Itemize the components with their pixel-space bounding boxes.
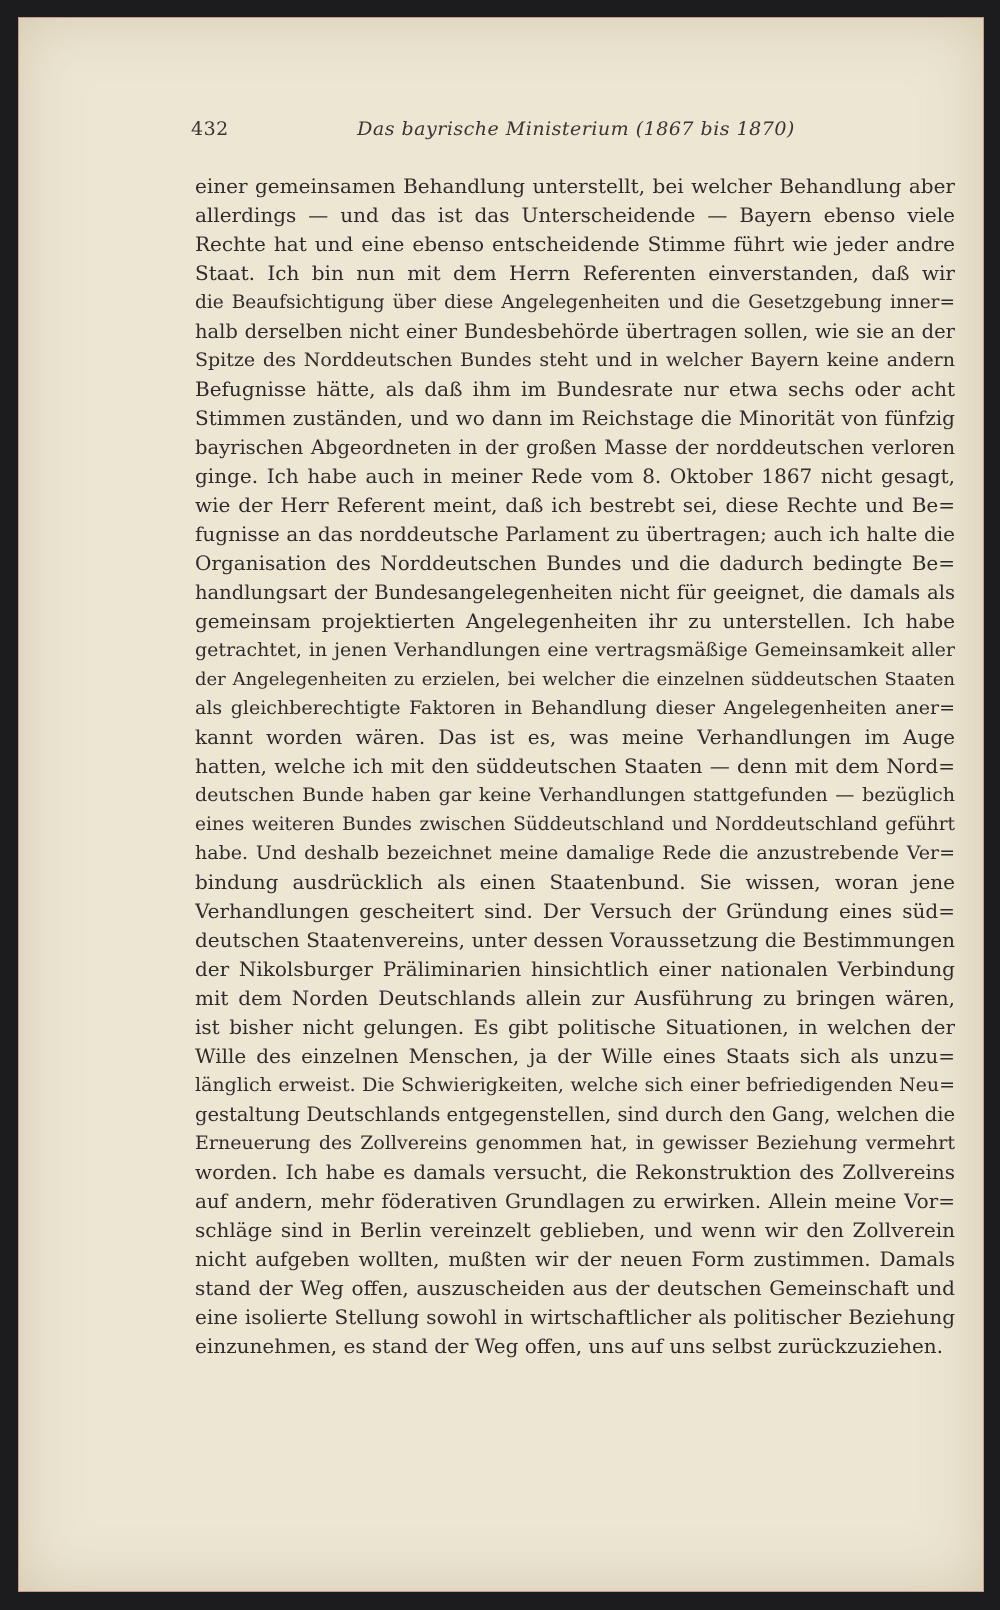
text-line: nicht aufgeben wollten, mußten wir der neuen Form zustimmen. Damals — [195, 1247, 955, 1271]
text-line: die Beaufsichtigung über diese Angelegenheiten und die Gesetzgebung inner= — [195, 292, 955, 313]
book-page — [18, 17, 984, 1592]
text-line: wie der Herr Referent meint, daß ich bestrebt sei, diese Rechte und Be= — [195, 493, 955, 517]
text-line: halb derselben nicht einer Bundesbehörde übertragen sollen, wie sie an der — [195, 320, 955, 343]
text-line: eines weiteren Bundes zwischen Süddeutschland und Norddeutschland geführt — [195, 814, 955, 835]
text-line: deutschen Bunde haben gar keine Verhandlungen stattgefunden — bezüglich — [195, 784, 955, 806]
text-line: einer gemeinsamen Behandlung unterstellt, bei welcher Behandlung aber — [195, 174, 955, 198]
text-line: Erneuerung des Zollvereins genommen hat, in gewisser Beziehung vermehrt — [195, 1132, 955, 1154]
text-line: gemeinsam projektierten Angelegenheiten ihr zu unterstellen. Ich habe — [195, 609, 955, 633]
text-line: Spitze des Norddeutschen Bundes steht und in welcher Bayern keine andern — [195, 349, 955, 371]
text-line: deutschen Staatenvereins, unter dessen Voraussetzung die Bestimmungen — [195, 928, 955, 952]
text-line: fugnisse an das norddeutsche Parlament zu übertragen; auch ich halte die — [195, 522, 955, 546]
text-line: habe. Und deshalb bezeichnet meine damalige Rede die anzustrebende Ver= — [195, 842, 955, 864]
text-line: kannt worden wären. Das ist es, was meine Verhandlungen im Auge — [195, 725, 955, 749]
text-line: Staat. Ich bin nun mit dem Herrn Referenten einverstanden, daß wir — [195, 261, 955, 285]
text-line: einzunehmen, es stand der Weg offen, uns auf uns selbst zurückzuziehen. — [195, 1334, 944, 1358]
text-line: der Angelegenheiten zu erzielen, bei welcher die einzelnen süddeutschen Staaten — [195, 669, 955, 690]
body-text — [195, 172, 955, 1361]
text-line: Wille des einzelnen Menschen, ja der Wille eines Staats sich als unzu= — [195, 1044, 955, 1068]
text-line: stand der Weg offen, auszuscheiden aus der deutschen Gemeinschaft und — [195, 1276, 955, 1300]
text-line: schläge sind in Berlin vereinzelt geblieben, und wenn wir den Zollverein — [195, 1218, 955, 1242]
text-line: Organisation des Norddeutschen Bundes und die dadurch bedingte Be= — [195, 551, 955, 575]
page-number: 432 — [191, 118, 229, 140]
text-line: allerdings — und das ist das Unterscheidende — Bayern ebenso viele — [195, 203, 955, 227]
text-line: hatten, welche ich mit den süddeutschen Staaten — denn mit dem Nord= — [195, 754, 955, 778]
text-line: als gleichberechtigte Faktoren in Behandlung dieser Angelegenheiten aner= — [195, 697, 955, 719]
text-line: Verhandlungen gescheitert sind. Der Versuch der Gründung eines süd= — [195, 899, 955, 923]
text-line: mit dem Norden Deutschlands allein zur Ausführung zu bringen wären, — [195, 986, 955, 1010]
text-line: der Nikolsburger Präliminarien hinsichtlich einer nationalen Verbindung — [195, 957, 955, 981]
text-line: Stimmen zuständen, und wo dann im Reichstage die Minorität von fünfzig — [195, 406, 955, 430]
text-line: bayrischen Abgeordneten in der großen Masse der norddeutschen verloren — [195, 436, 955, 459]
text-line: Befugnisse hätte, als daß ihm im Bundesrate nur etwa sechs oder acht — [195, 377, 955, 401]
text-line: worden. Ich habe es damals versucht, die Rekonstruktion des Zollvereins — [195, 1160, 955, 1184]
text-line: getrachtet, in jenen Verhandlungen eine vertragsmäßige Gemeinsamkeit aller — [195, 639, 955, 661]
text-line: bindung ausdrücklich als einen Staatenbund. Sie wissen, woran jene — [195, 870, 955, 894]
text-line: ginge. Ich habe auch in meiner Rede vom 8. Oktober 1867 nicht gesagt, — [195, 464, 955, 488]
text-line: ist bisher nicht gelungen. Es gibt politische Situationen, in welchen der — [195, 1015, 955, 1039]
text-line: handlungsart der Bundesangelegenheiten nicht für geeignet, die damals als — [195, 581, 955, 604]
text-line: auf andern, mehr föderativen Grundlagen zu erwirken. Allein meine Vor= — [195, 1189, 955, 1213]
text-line: länglich erweist. Die Schwierigkeiten, welche sich einer befriedigenden Neu= — [195, 1074, 955, 1096]
text-line: eine isolierte Stellung sowohl in wirtschaftlicher als politischer Beziehung — [195, 1305, 955, 1329]
text-line: Rechte hat und eine ebenso entscheidende Stimme führt wie jeder andre — [195, 232, 955, 256]
running-title: Das bayrische Ministerium (1867 bis 1870) — [357, 118, 795, 140]
text-line: gestaltung Deutschlands entgegenstellen, sind durch den Gang, welchen die — [195, 1103, 955, 1126]
